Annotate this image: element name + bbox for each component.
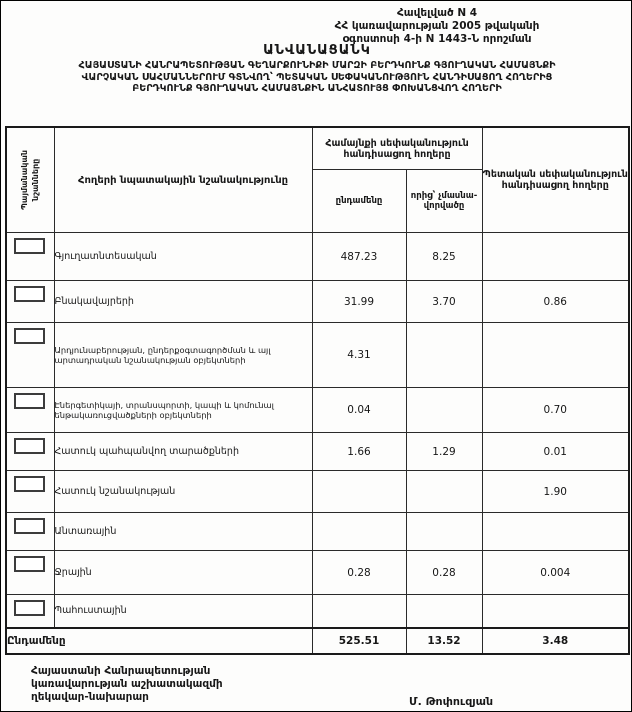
signatory-title-line: ղեկավար-նախարար bbox=[31, 691, 149, 703]
ofwhich-cell bbox=[406, 471, 482, 513]
signs-cell bbox=[6, 388, 54, 433]
annex-line: օգոստոսի 4-ի N 1443-Ն որոշման bbox=[342, 33, 532, 45]
state-cell: 0.70 bbox=[482, 388, 629, 433]
purpose-cell: Անտառային bbox=[54, 513, 312, 551]
purpose-cell: Հատուկ պահպանվող տարածքների bbox=[54, 433, 312, 471]
total-cell: 1.66 bbox=[312, 433, 406, 471]
total-cell: 487.23 bbox=[312, 233, 406, 281]
purpose-cell: Գյուղատնտեսական bbox=[54, 233, 312, 281]
document-title: ԱՆՎԱՆԱՑԱՆԿ bbox=[263, 43, 371, 58]
total-row bbox=[6, 628, 629, 654]
signatory-title-line: կառավարության աշխատակազմի bbox=[31, 678, 223, 690]
annex-line: Հավելված N 4 bbox=[396, 7, 478, 19]
purpose-header-cell: Հողերի նպատակային նշանակությունը bbox=[54, 127, 312, 233]
signs-cell bbox=[6, 281, 54, 323]
state-cell: 1.90 bbox=[482, 471, 629, 513]
land-sign-box bbox=[14, 600, 45, 616]
state-cell: 0.01 bbox=[482, 433, 629, 471]
signs-cell bbox=[6, 433, 54, 471]
signs-cell bbox=[6, 551, 54, 595]
land-sign-box bbox=[14, 438, 45, 454]
signs-cell bbox=[6, 471, 54, 513]
table-row bbox=[6, 513, 629, 551]
state-header-cell: Պետական սեփականություն հանդիսացող հողերը bbox=[482, 127, 629, 233]
state-cell: 0.86 bbox=[482, 281, 629, 323]
ofwhich-cell: 8.25 bbox=[406, 233, 482, 281]
signs-cell bbox=[6, 595, 54, 628]
total-label-cell: Ընդամենը bbox=[6, 628, 312, 654]
table-row bbox=[6, 388, 629, 433]
state-cell bbox=[482, 323, 629, 388]
signs-cell bbox=[6, 233, 54, 281]
purpose-cell: Ջրային bbox=[54, 551, 312, 595]
state-cell bbox=[482, 595, 629, 628]
purpose-cell: Էներգետիկայի, տրանսպորտի, կապի և կոմունալ ենթակառուցվածքների օբյեկտների bbox=[54, 388, 312, 433]
document-subtitle bbox=[1, 60, 632, 95]
total-cell: 0.28 bbox=[312, 551, 406, 595]
ofwhich-cell: 0.28 bbox=[406, 551, 482, 595]
land-transfer-table bbox=[5, 126, 630, 655]
subtitle-line: ԲԵՐԴԿՈՒՆՔ ԳՅՈՒՂԱԿԱՆ ՀԱՄԱՅՆՔԻՆ ԱՆՀԱՏՈՒՅՑ ՓՈԽԱՆՑՎՈՂ ՀՈՂԵՐԻ bbox=[132, 83, 502, 94]
state-cell bbox=[482, 233, 629, 281]
header-row-1 bbox=[6, 127, 629, 170]
land-sign-box bbox=[14, 286, 45, 302]
ofwhich-cell bbox=[406, 388, 482, 433]
land-sign-box bbox=[14, 518, 45, 534]
table-row bbox=[6, 471, 629, 513]
signs-cell bbox=[6, 513, 54, 551]
purpose-cell: Հատուկ նշանակության bbox=[54, 471, 312, 513]
grand-total-cell: 525.51 bbox=[312, 628, 406, 654]
grand-ofwhich-cell: 13.52 bbox=[406, 628, 482, 654]
land-sign-box bbox=[14, 238, 45, 254]
signs-cell bbox=[6, 323, 54, 388]
total-cell bbox=[312, 595, 406, 628]
signatory-name: Մ. Թոփուզյան bbox=[409, 695, 494, 708]
community-group-header-cell: Համայնքի սեփականություն հանդիսացող հողերը bbox=[312, 127, 482, 170]
table-row bbox=[6, 281, 629, 323]
subtitle-line: ՎԱՐՉԱԿԱՆ ՍԱՀՄԱՆՆԵՐՈՒՄ ԳՏՆՎՈՂ՝ ՊԵՏԱԿԱՆ ՍԵՓԱԿԱՆՈՒԹՅՈՒՆ ՀԱՆԴԻՍԱՑՈՂ ՀՈՂԵՐԻՑ bbox=[81, 71, 553, 83]
land-sign-box bbox=[14, 556, 45, 572]
signatory-title-line: Հայաստանի Հանրապետության bbox=[31, 665, 211, 677]
total-cell: 31.99 bbox=[312, 281, 406, 323]
total-cell bbox=[312, 513, 406, 551]
ofwhich-cell: 1.29 bbox=[406, 433, 482, 471]
ofwhich-cell bbox=[406, 323, 482, 388]
table-row bbox=[6, 551, 629, 595]
land-sign-box bbox=[14, 393, 45, 409]
annex-line: ՀՀ կառավարության 2005 թվականի bbox=[334, 20, 540, 32]
ofwhich-subheader-cell: որից՝ չմասնա- վորվածը bbox=[406, 170, 482, 233]
ofwhich-cell bbox=[406, 595, 482, 628]
table-row bbox=[6, 595, 629, 628]
total-cell: 0.04 bbox=[312, 388, 406, 433]
state-cell bbox=[482, 513, 629, 551]
total-cell bbox=[312, 471, 406, 513]
table-row bbox=[6, 233, 629, 281]
total-cell: 4.31 bbox=[312, 323, 406, 388]
table-row bbox=[6, 323, 629, 388]
land-sign-box bbox=[14, 328, 45, 344]
table-row bbox=[6, 433, 629, 471]
total-subheader-cell: ընդամենը bbox=[312, 170, 406, 233]
grand-state-cell: 3.48 bbox=[482, 628, 629, 654]
purpose-cell: Բնակավայրերի bbox=[54, 281, 312, 323]
state-cell: 0.004 bbox=[482, 551, 629, 595]
purpose-cell: Արդյունաբերության, ընդերքօգտագործման և այլ արտադրական նշանակության օբյեկտների bbox=[54, 323, 312, 388]
land-sign-box bbox=[14, 476, 45, 492]
signatory-title-block bbox=[31, 665, 223, 704]
signs-header-label: Պայմանական նշանները bbox=[20, 150, 41, 210]
ofwhich-cell bbox=[406, 513, 482, 551]
ofwhich-cell: 3.70 bbox=[406, 281, 482, 323]
signs-header-cell bbox=[6, 127, 54, 233]
subtitle-line: ՀԱՅԱՍՏԱՆԻ ՀԱՆՐԱՊԵՏՈՒԹՅԱՆ ԳԵՂԱՐՔՈՒՆԻՔԻ ՄԱՐԶԻ ԲԵՐԴԿՈՒՆՔ ԳՅՈՒՂԱԿԱՆ ՀԱՄԱՅՆՔԻ bbox=[78, 60, 556, 71]
purpose-cell: Պահուստային bbox=[54, 595, 312, 628]
annex-reference bbox=[247, 7, 627, 46]
